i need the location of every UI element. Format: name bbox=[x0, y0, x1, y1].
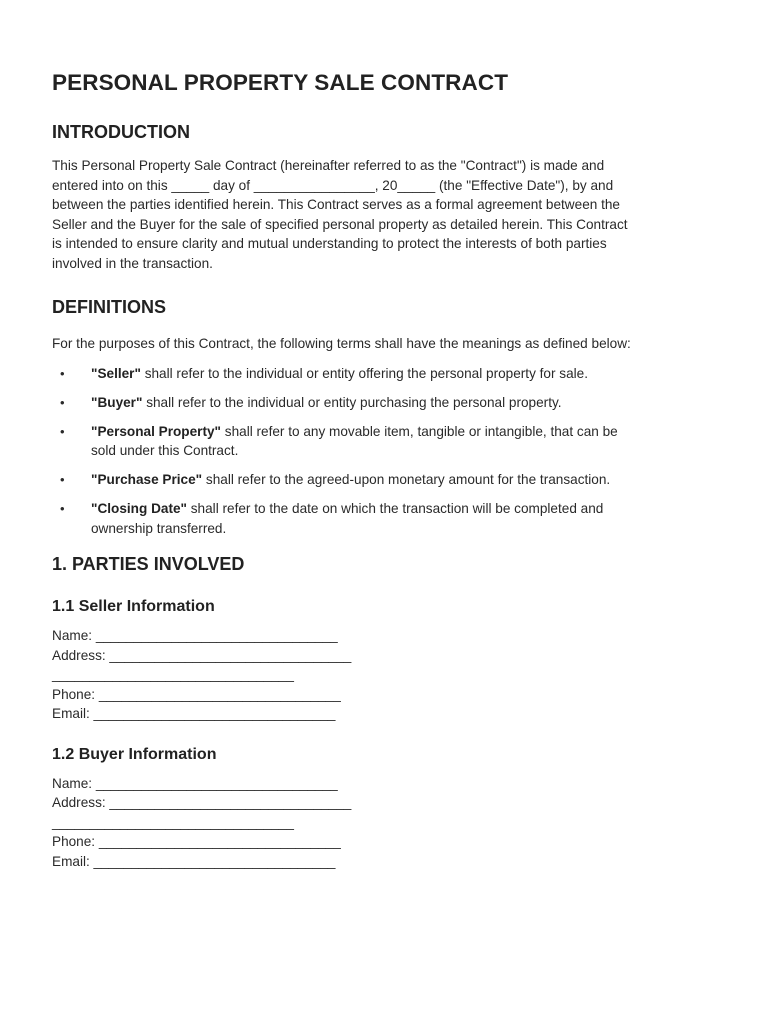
buyer-phone-field[interactable]: Phone: ________________________________ bbox=[52, 834, 341, 849]
seller-address-field[interactable]: Address: ________________________________ bbox=[52, 647, 352, 663]
buyer-info-fields bbox=[52, 774, 718, 872]
parties-heading: 1. PARTIES INVOLVED bbox=[52, 554, 245, 574]
buyer-address-continued-field[interactable]: ________________________________ bbox=[52, 814, 294, 830]
seller-phone-field[interactable]: Phone: ________________________________ bbox=[52, 686, 341, 702]
bullet-icon: • bbox=[60, 501, 65, 516]
definition-item-purchase-price bbox=[52, 470, 718, 490]
intro-line: entered into on this _____ day of ________________, 20_____ (the "Effective Date"), by and bbox=[52, 177, 614, 193]
definitions-lead: For the purposes of this Contract, the following terms shall have the meanings as defined below: bbox=[52, 336, 631, 351]
definition-text: shall refer to the individual or entity purchasing the personal property. bbox=[142, 394, 562, 410]
intro-line: involved in the transaction. bbox=[52, 255, 213, 271]
seller-address-continued-field[interactable]: ________________________________ bbox=[52, 667, 294, 682]
seller-name-field[interactable]: Name: ________________________________ bbox=[52, 628, 338, 643]
seller-email-field[interactable]: Email: ________________________________ bbox=[52, 706, 336, 721]
definition-item-buyer bbox=[52, 393, 718, 413]
seller-info-fields bbox=[52, 626, 718, 724]
seller-info-heading: 1.1 Seller Information bbox=[52, 598, 215, 615]
buyer-name-field[interactable]: Name: ________________________________ bbox=[52, 775, 338, 791]
buyer-email-field[interactable]: Email: ________________________________ bbox=[52, 853, 336, 869]
definition-term: "Closing Date" bbox=[91, 501, 187, 516]
intro-line: Seller and the Buyer for the sale of specified personal property as detailed herein. This Contract bbox=[52, 216, 628, 232]
definition-text: shall refer to any movable item, tangible or intangible, that can be bbox=[221, 423, 618, 439]
definition-text: shall refer to the individual or entity offering the personal property for sale. bbox=[140, 365, 589, 381]
bullet-icon: • bbox=[60, 394, 65, 410]
definition-text-cont: sold under this Contract. bbox=[91, 443, 239, 458]
definition-text: shall refer to the agreed-upon monetary amount for the transaction. bbox=[202, 472, 611, 487]
definitions-list bbox=[52, 364, 718, 539]
definition-text: shall refer to the date on which the transaction will be completed and bbox=[186, 501, 604, 516]
bullet-icon: • bbox=[60, 472, 65, 487]
buyer-info-heading: 1.2 Buyer Information bbox=[52, 745, 217, 763]
intro-line: between the parties identified herein. This Contract serves as a formal agreement between the bbox=[52, 197, 620, 212]
definition-item-seller bbox=[52, 364, 718, 384]
bullet-icon: • bbox=[60, 423, 65, 439]
definitions-heading: DEFINITIONS bbox=[52, 297, 167, 317]
definition-item-closing-date bbox=[52, 499, 718, 538]
buyer-address-field[interactable]: Address: ________________________________ bbox=[52, 795, 352, 810]
introduction-heading: INTRODUCTION bbox=[52, 122, 190, 142]
intro-line: This Personal Property Sale Contract (hereinafter referred to as the "Contract") is made and bbox=[52, 158, 605, 173]
introduction-paragraph bbox=[52, 156, 718, 273]
definition-text-cont: ownership transferred. bbox=[91, 520, 227, 536]
definition-term: "Seller" bbox=[91, 365, 141, 381]
definition-item-personal-property bbox=[52, 422, 718, 461]
bullet-icon: • bbox=[60, 365, 65, 381]
definition-term: "Buyer" bbox=[91, 394, 143, 410]
intro-line: is intended to ensure clarity and mutual understanding to protect the interests of both parties bbox=[52, 236, 607, 251]
definition-term: "Personal Property" bbox=[91, 423, 221, 439]
document-title: PERSONAL PROPERTY SALE CONTRACT bbox=[52, 70, 509, 95]
definition-term: "Purchase Price" bbox=[91, 472, 203, 487]
